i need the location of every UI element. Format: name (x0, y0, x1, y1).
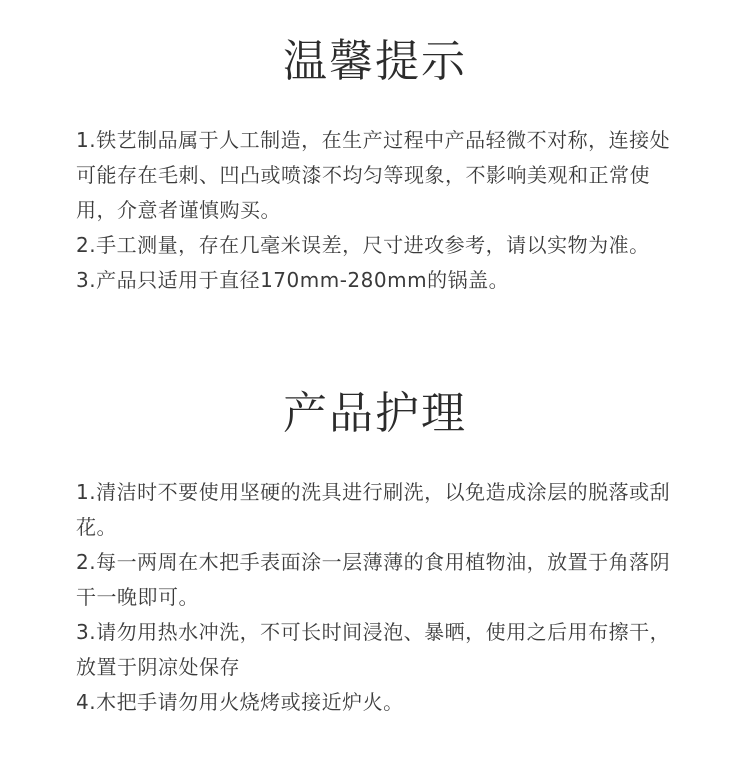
care-section (0, 378, 750, 714)
tips-item: 2.手工测量，存在几毫米误差，尺寸进攻参考，请以实物为准。 (76, 233, 650, 257)
tips-title: 温馨提示 (283, 36, 467, 87)
care-item: 2.每一两周在木把手表面涂一层薄薄的食用植物油，放置于角落阴干一晚即可。 (76, 550, 671, 609)
care-list (76, 475, 680, 720)
tips-section (0, 26, 750, 292)
care-item: 1.清洁时不要使用坚硬的洗具进行刷洗，以免造成涂层的脱落或刮花。 (76, 480, 671, 539)
tips-item: 3.产品只适用于直径170mm-280mm的锅盖。 (76, 268, 510, 292)
tips-list (76, 123, 680, 298)
care-item: 4.木把手请勿用火烧烤或接近炉火。 (76, 690, 404, 714)
care-item: 3.请勿用热水冲洗，不可长时间浸泡、暴晒，使用之后用布擦干，放置于阴凉处保存 (76, 620, 671, 679)
care-title: 产品护理 (283, 388, 467, 439)
tips-item: 1.铁艺制品属于人工制造，在生产过程中产品轻微不对称，连接处可能存在毛刺、凹凸或喷漆不均匀等现象，不影响美观和正常使用，介意者谨慎购买。 (76, 128, 671, 222)
